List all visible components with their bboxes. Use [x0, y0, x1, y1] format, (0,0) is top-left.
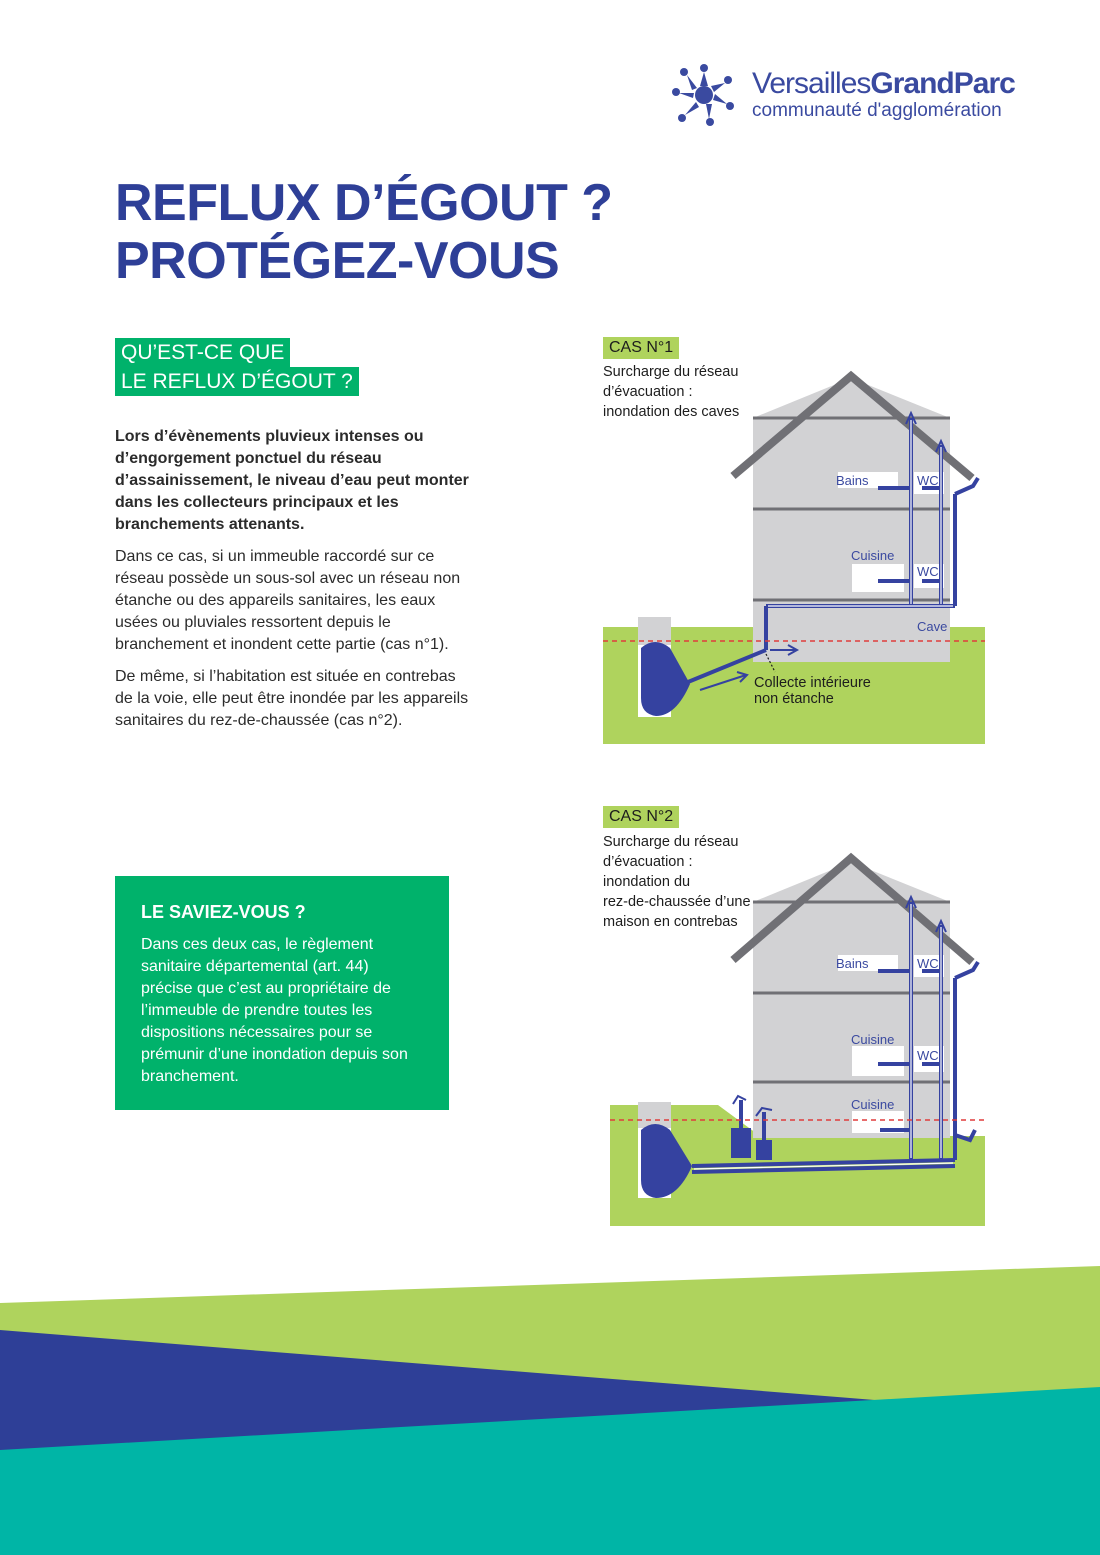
room-label-wc: WC: [917, 1048, 939, 1063]
body-paragraph-3: De même, si l’habitation est située en contrebas de la voie, elle peut être inondée par les appareils sanitaires du rez-de-chaussée (cas n°2).: [115, 668, 469, 729]
room-label-wc: WC: [917, 564, 939, 579]
case-2-desc-line: d’évacuation :: [603, 854, 693, 870]
section-heading-line2: LE REFLUX D’ÉGOUT ?: [115, 367, 359, 396]
case-1-annotation-line: non étanche: [754, 691, 834, 707]
body-text: [115, 426, 475, 742]
room-label-wc: WC: [917, 473, 939, 488]
section-heading-line1: QU’EST-CE QUE: [115, 338, 290, 367]
case-1-desc-line: d’évacuation :: [603, 384, 693, 400]
case-1-annotation-line: Collecte intérieure: [754, 675, 871, 691]
room-label-bains: Bains: [836, 956, 869, 971]
case-1-desc-line: Surcharge du réseau: [603, 364, 739, 380]
case-2-desc-line: inondation du: [603, 874, 691, 890]
case-2-label: CAS N°2: [603, 806, 679, 828]
room-label-cuisine: Cuisine: [851, 1097, 895, 1112]
logo-name-regular: Versailles: [752, 67, 871, 100]
did-you-know-box: [115, 876, 449, 1110]
section-heading: [115, 338, 359, 396]
did-you-know-text: Dans ces deux cas, le règlement sanitaire départemental (art. 44) précise que c’est au propriétaire de l’immeuble de prendre toutes les dispositions nécessaires pour se prémunir d’une inondation depuis son branchement.: [141, 936, 408, 1085]
figures-star-icon: [668, 62, 740, 128]
pump: [756, 1140, 772, 1160]
logo-subtitle: communauté d'agglomération: [752, 100, 1002, 121]
room-label-bains: Bains: [836, 473, 869, 488]
body-paragraph-2: Dans ce cas, si un immeuble raccordé sur ce réseau possède un sous-sol avec un réseau non étanche ou des appareils sanitaires, les eaux usées ou pluviales ressortent depuis le branchement et inondent cette partie (cas n°1).: [115, 548, 461, 653]
page-title-line1: REFLUX D’ÉGOUT ?: [115, 174, 613, 232]
case-2-desc-line: Surcharge du réseau: [603, 834, 739, 850]
room-label-cuisine: Cuisine: [851, 1032, 895, 1047]
room-label-cuisine: Cuisine: [851, 548, 895, 563]
did-you-know-title: LE SAVIEZ-VOUS ?: [141, 902, 306, 922]
room-label-wc: WC: [917, 956, 939, 971]
page-title: [115, 174, 735, 290]
case-1-desc-line: inondation des caves: [603, 404, 740, 420]
case-2-desc-line: maison en contrebas: [603, 914, 738, 930]
case-1-annotation: [754, 675, 871, 707]
logo-name-bold: GrandParc: [870, 67, 1015, 100]
pump: [731, 1128, 751, 1158]
footer-decoration: [0, 1250, 1100, 1555]
room-label-cave: Cave: [917, 619, 948, 634]
case-2-desc-line: rez-de-chaussée d’une: [603, 894, 751, 910]
case-2-diagram: [600, 850, 1000, 1230]
case-1-label: CAS N°1: [603, 337, 679, 359]
page-title-line2: PROTÉGEZ-VOUS: [115, 232, 560, 290]
body-paragraph-1: Lors d’évènements pluvieux intenses ou d’engorgement ponctuel du réseau d’assainissement, le niveau d’eau peut monter dans les collecteurs principaux et les branchements attenants.: [115, 428, 469, 533]
brand-logo: [668, 62, 1015, 132]
